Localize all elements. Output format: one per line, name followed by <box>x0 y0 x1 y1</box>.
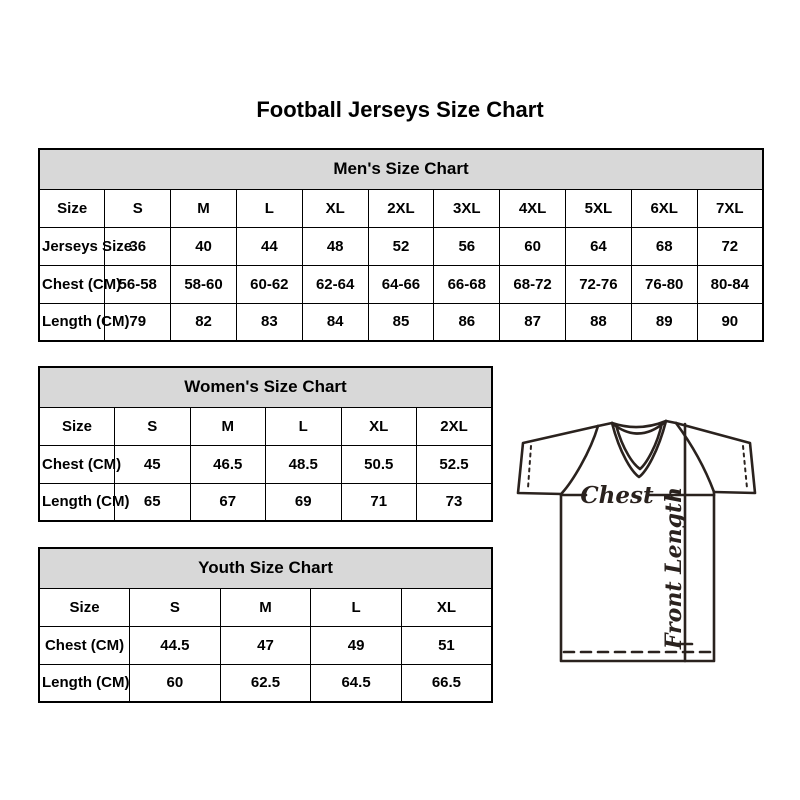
value-cell: M <box>171 189 237 227</box>
value-cell: 45 <box>115 445 191 483</box>
chest-label: Chest <box>580 482 654 509</box>
value-cell: 56-58 <box>105 265 171 303</box>
jersey-left-cuff-stitch <box>528 446 531 488</box>
value-cell: 60 <box>500 227 566 265</box>
table-title: Men's Size Chart <box>39 149 763 189</box>
value-cell: XL <box>302 189 368 227</box>
value-cell: S <box>130 588 221 626</box>
value-cell: L <box>236 189 302 227</box>
front-length-label: Front Length <box>661 486 687 650</box>
page-title: Football Jerseys Size Chart <box>256 97 544 122</box>
value-cell: 62.5 <box>220 664 311 702</box>
womens-size-table <box>38 366 493 522</box>
table-header-row <box>39 367 492 407</box>
value-cell: 52 <box>368 227 434 265</box>
jersey-right-cuff-stitch <box>743 446 747 488</box>
row-label-cell: Jerseys Size <box>39 227 105 265</box>
table-header-row <box>39 548 492 588</box>
value-cell: 48.5 <box>266 445 342 483</box>
value-cell: 68 <box>631 227 697 265</box>
value-cell: 84 <box>302 303 368 341</box>
value-cell: 90 <box>697 303 763 341</box>
value-cell: 2XL <box>368 189 434 227</box>
table-title: Women's Size Chart <box>39 367 492 407</box>
value-cell: 64-66 <box>368 265 434 303</box>
value-cell: 4XL <box>500 189 566 227</box>
value-cell: 64 <box>566 227 632 265</box>
value-cell: 44.5 <box>130 626 221 664</box>
table-title: Youth Size Chart <box>39 548 492 588</box>
value-cell: 88 <box>566 303 632 341</box>
value-cell: 89 <box>631 303 697 341</box>
table-row <box>39 265 763 303</box>
value-cell: 36 <box>105 227 171 265</box>
row-label-cell: Chest (CM) <box>39 445 115 483</box>
value-cell: 5XL <box>566 189 632 227</box>
value-cell: S <box>105 189 171 227</box>
table-row <box>39 588 492 626</box>
table-row <box>39 303 763 341</box>
value-cell: 47 <box>220 626 311 664</box>
mens-size-table <box>38 148 764 342</box>
value-cell: 83 <box>236 303 302 341</box>
table-row <box>39 189 763 227</box>
value-cell: 58-60 <box>171 265 237 303</box>
youth-size-table <box>38 547 493 703</box>
row-label-cell: Size <box>39 189 105 227</box>
jersey-measurement-diagram <box>500 398 780 688</box>
row-label-cell: Chest (CM) <box>39 265 105 303</box>
value-cell: 40 <box>171 227 237 265</box>
value-cell: 65 <box>115 483 191 521</box>
value-cell: 62-64 <box>302 265 368 303</box>
value-cell: 56 <box>434 227 500 265</box>
table-row <box>39 227 763 265</box>
value-cell: 73 <box>417 483 493 521</box>
table-header-row <box>39 149 763 189</box>
value-cell: 68-72 <box>500 265 566 303</box>
value-cell: 52.5 <box>417 445 493 483</box>
value-cell: 64.5 <box>311 664 402 702</box>
value-cell: 60 <box>130 664 221 702</box>
row-label-cell: Length (CM) <box>39 483 115 521</box>
value-cell: 67 <box>190 483 266 521</box>
row-label-cell: Chest (CM) <box>39 626 130 664</box>
value-cell: XL <box>341 407 417 445</box>
value-cell: 69 <box>266 483 342 521</box>
row-label-cell: Size <box>39 407 115 445</box>
value-cell: 60-62 <box>236 265 302 303</box>
value-cell: M <box>220 588 311 626</box>
value-cell: 3XL <box>434 189 500 227</box>
value-cell: 48 <box>302 227 368 265</box>
value-cell: 80-84 <box>697 265 763 303</box>
table-row <box>39 407 492 445</box>
value-cell: M <box>190 407 266 445</box>
value-cell: 86 <box>434 303 500 341</box>
jersey-right-sleeve <box>676 423 755 493</box>
value-cell: 44 <box>236 227 302 265</box>
row-label-cell: Length (CM) <box>39 303 105 341</box>
value-cell: 46.5 <box>190 445 266 483</box>
value-cell: 49 <box>311 626 402 664</box>
value-cell: 7XL <box>697 189 763 227</box>
value-cell: 85 <box>368 303 434 341</box>
value-cell: 71 <box>341 483 417 521</box>
value-cell: XL <box>401 588 492 626</box>
value-cell: 51 <box>401 626 492 664</box>
value-cell: 72 <box>697 227 763 265</box>
jersey-right-armhole <box>676 423 714 492</box>
value-cell: S <box>115 407 191 445</box>
value-cell: 79 <box>105 303 171 341</box>
row-label-cell: Length (CM) <box>39 664 130 702</box>
table-row <box>39 626 492 664</box>
value-cell: 72-76 <box>566 265 632 303</box>
value-cell: 76-80 <box>631 265 697 303</box>
value-cell: L <box>311 588 402 626</box>
value-cell: 87 <box>500 303 566 341</box>
value-cell: 82 <box>171 303 237 341</box>
value-cell: 66.5 <box>401 664 492 702</box>
value-cell: 6XL <box>631 189 697 227</box>
value-cell: L <box>266 407 342 445</box>
table-row <box>39 445 492 483</box>
value-cell: 66-68 <box>434 265 500 303</box>
table-row <box>39 483 492 521</box>
value-cell: 2XL <box>417 407 493 445</box>
table-row <box>39 664 492 702</box>
value-cell: 50.5 <box>341 445 417 483</box>
row-label-cell: Size <box>39 588 130 626</box>
